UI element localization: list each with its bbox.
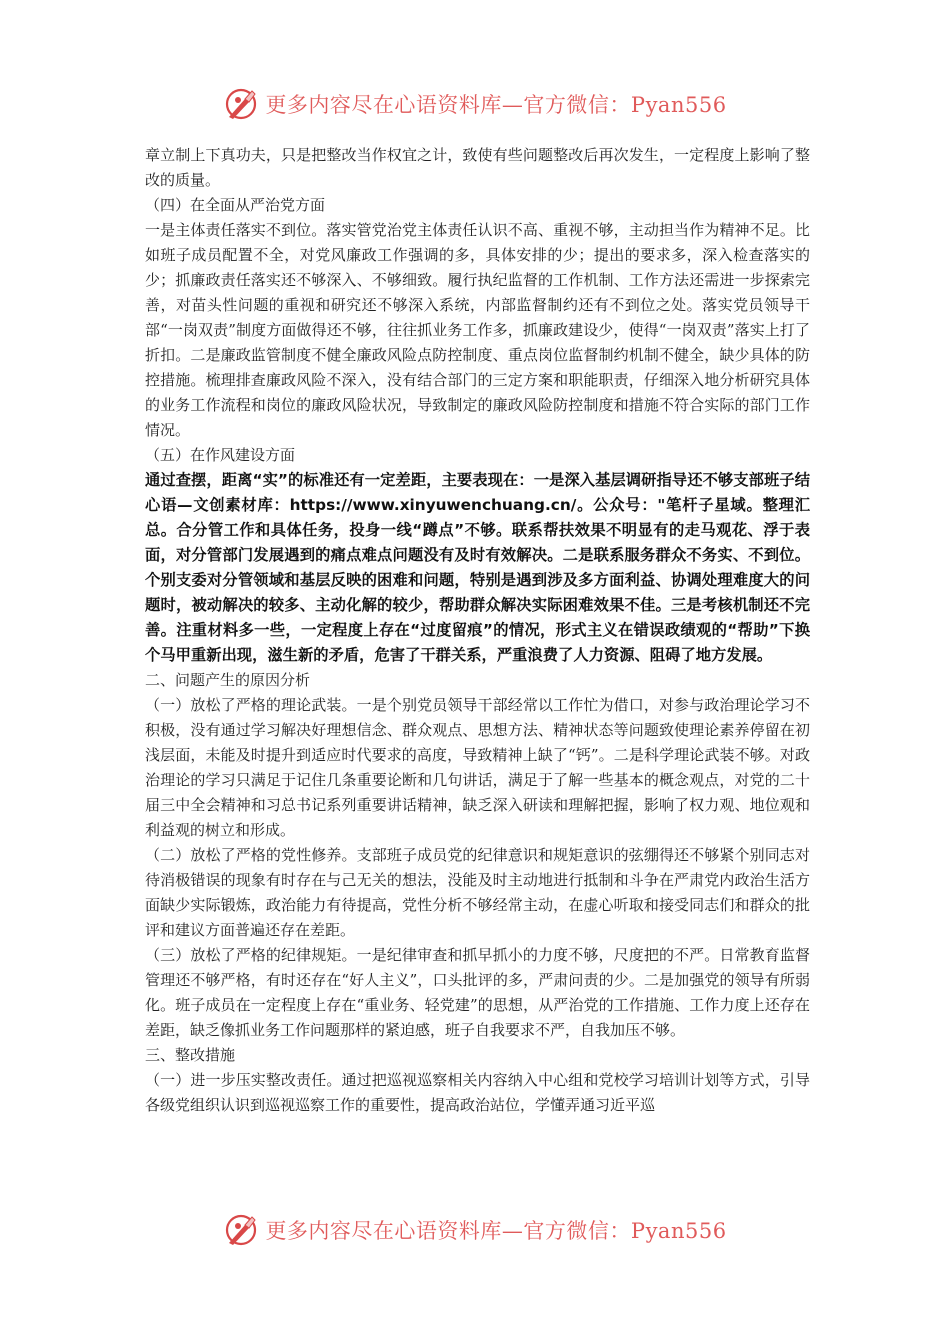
document-body <box>145 143 810 1118</box>
section-heading: 二、问题产生的原因分析 <box>145 671 311 689</box>
header-banner <box>0 84 950 124</box>
paragraph: （一）进一步压实整改责任。通过把巡视巡察相关内容纳入中心组和党校学习培训计划等方式，引导各级党组织认识到巡视巡察工作的重要性，提高政治站位，学懂弄通习近平巡 <box>145 1071 810 1114</box>
section-heading: （五）在作风建设方面 <box>145 446 296 464</box>
pen-circle-logo-icon <box>223 86 259 122</box>
section-heading: （四）在全面从严治党方面 <box>145 196 326 214</box>
paragraph: （二）放松了严格的党性修养。支部班子成员党的纪律意识和规矩意识的弦绷得还不够紧个别同志对待消极错误的现象有时存在与己无关的想法，没能及时主动地进行抵制和斗争在严肃党内政治生活方面缺少实际锻炼，政治能力有待提高，党性分析不够经常主动，在虚心听取和接受同志们和群众的批评和建议方面普遍还存在差距。 <box>145 846 810 939</box>
footer-banner-text: 更多内容尽在心语资料库—官方微信：Pyan556 <box>265 1219 727 1243</box>
paragraph: 一是主体责任落实不到位。落实管党治党主体责任认识不高、重视不够，主动担当作为精神不足。比如班子成员配置不全，对党风廉政工作强调的多，具体安排的少；提出的要求多，深入检查落实的少；抓廉政责任落实还不够深入、不够细致。履行执纪监督的工作机制、工作方法还需进一步探索完善，对苗头性问题的重视和研究还不够深入系统，内部监督制约还有不到位之处。落实党员领导干部“一岗双责”制度方面做得还不够，往往抓业务工作多，抓廉政建设少，使得“一岗双责”落实上打了折扣。二是廉政监管制度不健全廉政风险点防控制度、重点岗位监督制约机制不健全，缺少具体的防控措施。梳理排查廉政风险不深入，没有结合部门的三定方案和职能职责，仔细深入地分析研究具体的业务工作流程和岗位的廉政风险状况，导致制定的廉政风险防控制度和措施不符合实际的部门工作情况。 <box>145 221 810 439</box>
header-banner-text: 更多内容尽在心语资料库—官方微信：Pyan556 <box>265 93 727 117</box>
pen-circle-logo-icon <box>223 1212 259 1248</box>
footer-banner <box>0 1210 950 1250</box>
paragraph: （三）放松了严格的纪律规矩。一是纪律审查和抓早抓小的力度不够，尺度把的不严。日常教育监督管理还不够严格，有时还存在“好人主义”，口头批评的多，严肃问责的少。二是加强党的领导有所弱化。班子成员在一定程度上存在“重业务、轻党建”的思想，从严治党的工作措施、工作力度上还存在差距，缺乏像抓业务工作问题那样的紧迫感，班子自我要求不严，自我加压不够。 <box>145 946 810 1039</box>
paragraph: 章立制上下真功夫，只是把整改当作权宜之计，致使有些问题整改后再次发生，一定程度上影响了整改的质量。 <box>145 146 810 189</box>
section-heading: 三、整改措施 <box>145 1046 236 1064</box>
paragraph: （一）放松了严格的理论武装。一是个别党员领导干部经常以工作忙为借口，对参与政治理论学习不积极，没有通过学习解决好理想信念、群众观点、思想方法、精神状态等问题致使理论素养停留在初浅层面，未能及时提升到适应时代要求的高度，导致精神上缺了“钙”。二是科学理论武装不够。对政治理论的学习只满足于记住几条重要论断和几句讲话，满足于了解一些基本的概念观点，对党的二十届三中全会精神和习总书记系列重要讲话精神，缺乏深入研读和理解把握，影响了权力观、地位观和利益观的树立和形成。 <box>145 696 810 839</box>
paragraph-bold: 通过查摆，距离“实”的标准还有一定差距，主要表现在：一是深入基层调研指导还不够支部班子结心语—文创素材库：https://www.xinyuwenchuang.cn/。公众号："笔杆子星域。整理汇总。合分管工作和具体任务，投身一线“蹲点”不够。联系帮扶效果不明显有的走马观花、浮于表面，对分管部门发展遇到的痛点难点问题没有及时有效解决。二是联系服务群众不务实、不到位。个别支委对分管领域和基层反映的困难和问题，特别是遇到涉及多方面利益、协调处理难度大的问题时，被动解决的较多、主动化解的较少，帮助群众解决实际困难效果不佳。三是考核机制还不完善。注重材料多一些，一定程度上存在“过度留痕”的情况，形式主义在错误政绩观的“帮助”下换个马甲重新出现，滋生新的矛盾，危害了干群关系，严重浪费了人力资源、阻碍了地方发展。 <box>145 471 810 664</box>
